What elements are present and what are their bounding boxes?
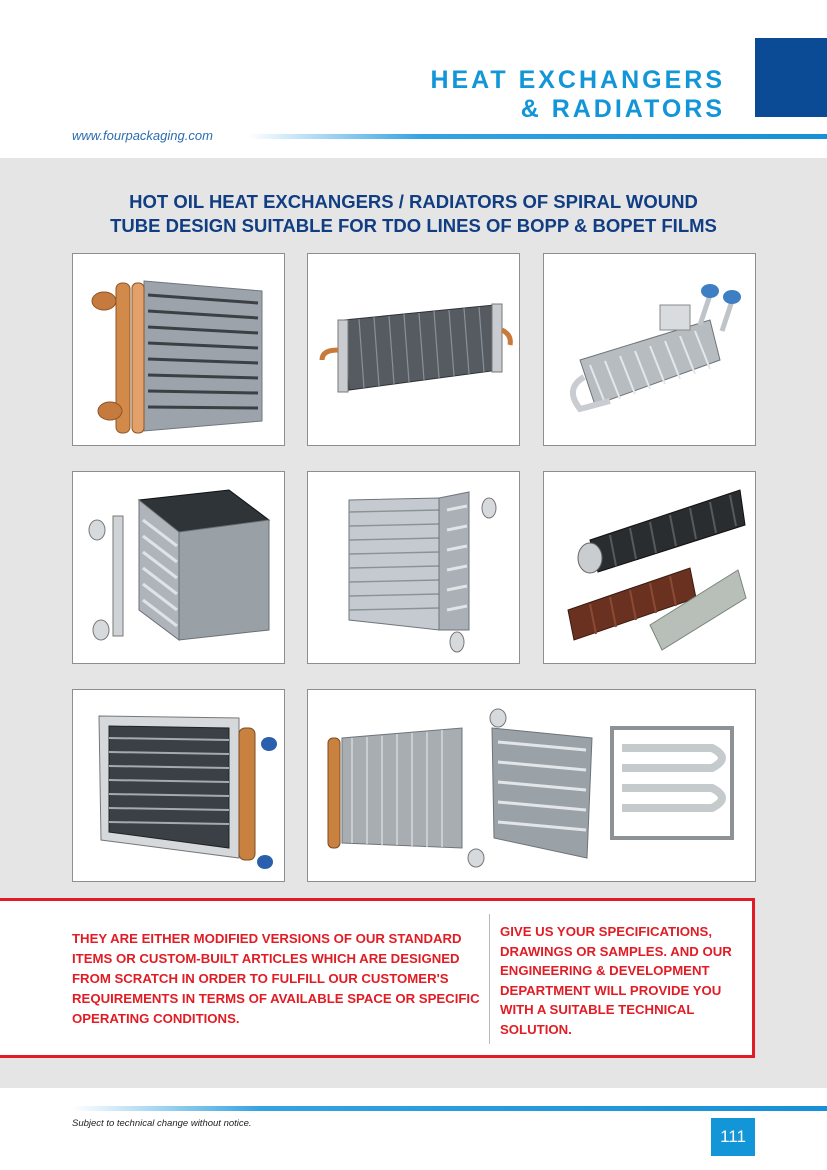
footer-divider	[72, 1106, 827, 1111]
page-number: 111	[711, 1118, 755, 1156]
info-divider	[489, 914, 490, 1044]
section-heading-line1: HOT OIL HEAT EXCHANGERS / RADIATORS OF SPIRAL WOUND	[129, 191, 698, 212]
header-divider	[248, 134, 827, 139]
info-text-call-to-action: GIVE US YOUR SPECIFICATIONS, DRAWINGS OR SAMPLES. AND OUR ENGINEERING & DEVELOPMENT DEPARTMENT WILL PROVIDE YOU WITH A SUITABLE TECHNICAL SOLUTION.	[500, 924, 732, 1037]
website-link[interactable]: www.fourpackaging.com	[72, 128, 213, 143]
info-text-custom-design: THEY ARE EITHER MODIFIED VERSIONS OF OUR STANDARD ITEMS OR CUSTOM-BUILT ARTICLES WHICH ARE DESIGNED FROM SCRATCH IN ORDER TO FULFILL OUR CUSTOMER'S REQUIREMENTS IN TERMS OF AVAILABLE SPACE OR SPECIFIC OPERATING CONDITIONS.	[72, 931, 480, 1026]
page-title-line2: & RADIATORS	[520, 95, 725, 123]
product-image-flanged-finned-coil	[307, 471, 520, 664]
section-heading-line2: TUBE DESIGN SUITABLE FOR TDO LINES OF BOPP & BOPET FILMS	[110, 215, 717, 236]
product-image-spiral-finned-tubes	[543, 471, 756, 664]
section-heading	[0, 190, 827, 238]
page-title	[430, 66, 725, 124]
product-image-exchanger-assortment	[307, 689, 756, 882]
product-image-copper-header-coil	[72, 253, 285, 446]
product-image-spiral-fin-radiator	[543, 253, 756, 446]
page-title-line1: HEAT EXCHANGERS	[430, 66, 725, 94]
product-image-copper-manifold-radiator	[72, 689, 285, 882]
product-image-box-frame-exchanger	[72, 471, 285, 664]
footer-disclaimer: Subject to technical change without notice.	[72, 1118, 252, 1129]
corner-brand-block	[755, 38, 827, 117]
product-image-compact-oil-cooler	[307, 253, 520, 446]
